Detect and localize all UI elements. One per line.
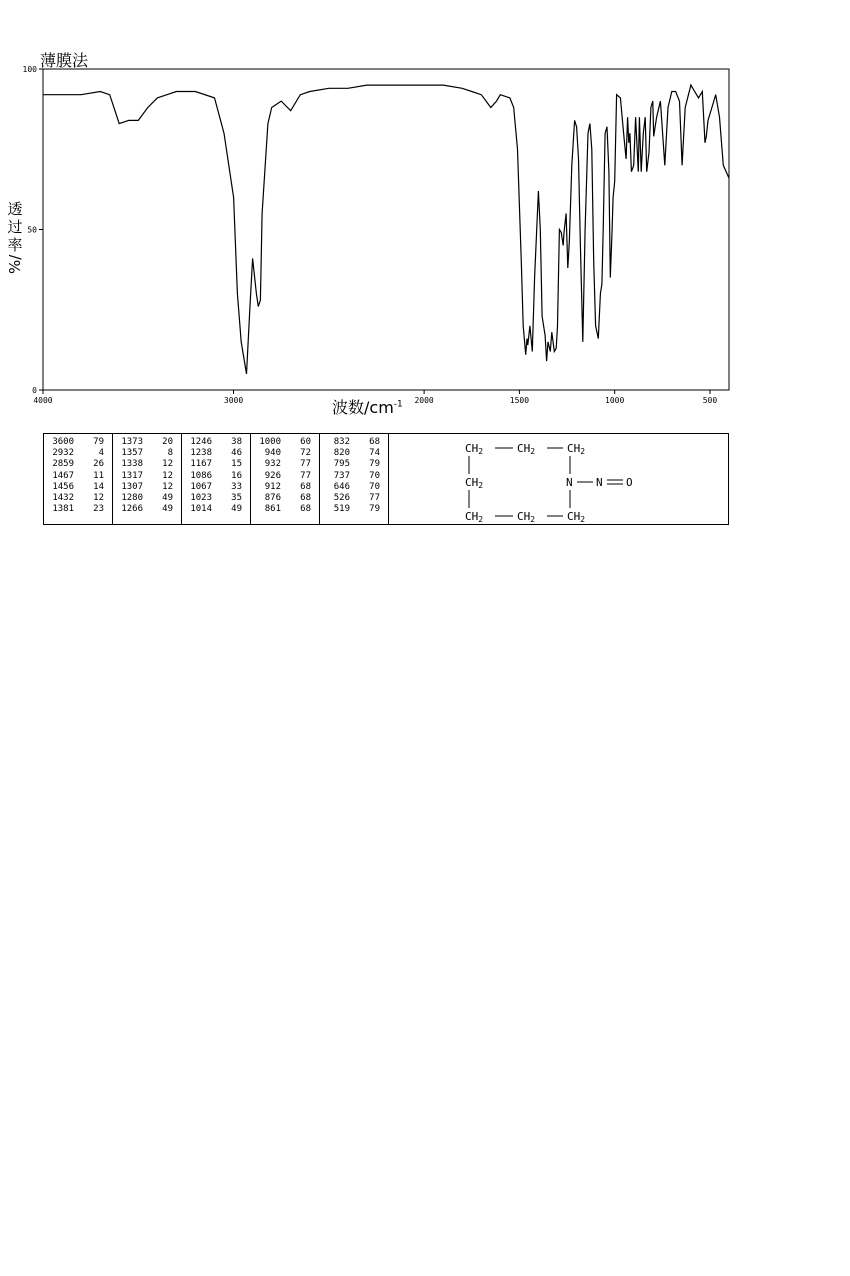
- peak-row: [44, 482, 112, 493]
- peak-transmittance: 68: [300, 504, 311, 515]
- peak-column: [251, 434, 320, 524]
- peak-wavenumber: 1266: [121, 504, 143, 515]
- peak-wavenumber: 1307: [121, 481, 143, 492]
- peak-wavenumber: 737: [333, 470, 350, 481]
- atom-ch2-bot-mid: CH2: [517, 510, 536, 524]
- y-label-unit: %/: [6, 254, 24, 274]
- atom-ch2-mid-left: CH2: [465, 476, 484, 490]
- peak-transmittance: 35: [231, 493, 242, 504]
- peak-wavenumber: 1338: [121, 459, 143, 470]
- peak-transmittance: 12: [162, 470, 173, 481]
- peak-row: [113, 482, 181, 493]
- peak-wavenumber: 2859: [52, 459, 74, 470]
- peak-wavenumber: 1381: [52, 504, 74, 515]
- peak-row: [44, 504, 112, 515]
- peak-transmittance: 79: [369, 504, 380, 515]
- peak-row: [251, 471, 319, 482]
- peak-wavenumber: 1246: [190, 437, 212, 447]
- spectrum-line: [43, 85, 729, 374]
- peak-wavenumber: 526: [333, 493, 350, 504]
- peak-transmittance: 49: [231, 504, 242, 515]
- peak-wavenumber: 1023: [190, 493, 212, 504]
- y-tick-label: 50: [27, 225, 37, 235]
- peak-transmittance: 74: [369, 448, 380, 459]
- x-tick-label: 1500: [509, 396, 530, 405]
- peak-transmittance: 15: [231, 459, 242, 470]
- peak-transmittance: 72: [300, 448, 311, 459]
- peak-transmittance: 77: [300, 470, 311, 481]
- molecule-svg: [389, 434, 729, 524]
- y-label-char: 过: [7, 218, 23, 236]
- structure-diagram: [389, 434, 728, 524]
- peak-transmittance: 33: [231, 481, 242, 492]
- peak-row: [44, 493, 112, 504]
- peak-transmittance: 20: [162, 437, 173, 447]
- peak-wavenumber: 1014: [190, 504, 212, 515]
- peak-column: [182, 434, 251, 524]
- peak-row: [44, 448, 112, 459]
- peak-wavenumber: 1000: [259, 437, 281, 447]
- peak-row: [44, 459, 112, 470]
- peak-transmittance: 60: [300, 437, 311, 447]
- peak-transmittance: 38: [231, 437, 242, 447]
- peak-wavenumber: 820: [333, 448, 350, 459]
- peak-wavenumber: 1167: [190, 459, 212, 470]
- peak-transmittance: 46: [231, 448, 242, 459]
- atom-ch2-top-right: CH2: [567, 442, 586, 456]
- x-tick-label: 2000: [414, 396, 434, 405]
- x-tick-label: 500: [702, 396, 718, 405]
- peak-column: [113, 434, 182, 524]
- peak-wavenumber: 876: [264, 493, 281, 504]
- peak-wavenumber: 1357: [121, 448, 143, 459]
- peak-row: [182, 459, 250, 470]
- peak-transmittance: 49: [162, 504, 173, 515]
- atom-o: O: [626, 476, 633, 489]
- atom-ch2-bot-right: CH2: [567, 510, 586, 524]
- y-tick-label: 0: [32, 386, 37, 395]
- peak-column: [44, 434, 113, 524]
- peak-wavenumber: 2932: [52, 448, 74, 459]
- y-label-char: 率: [7, 236, 23, 254]
- peak-transmittance: 12: [93, 493, 104, 504]
- peak-transmittance: 12: [162, 481, 173, 492]
- peak-row: [251, 504, 319, 515]
- peak-row: [320, 504, 388, 515]
- peak-row: [113, 448, 181, 459]
- peak-wavenumber: 646: [333, 481, 350, 492]
- x-label-text: 波数/cm: [332, 398, 394, 417]
- atom-ch2-top-mid: CH2: [517, 442, 536, 456]
- peak-transmittance: 77: [300, 459, 311, 470]
- peak-transmittance: 68: [369, 437, 380, 447]
- peak-transmittance: 49: [162, 493, 173, 504]
- x-tick-label: 1000: [605, 396, 625, 405]
- peak-transmittance: 4: [98, 448, 104, 459]
- peak-row: [182, 471, 250, 482]
- peak-row: [320, 459, 388, 470]
- peak-row: [320, 471, 388, 482]
- peak-row: [113, 437, 181, 448]
- x-tick-label: 4000: [33, 396, 53, 405]
- ir-spectrum-chart: [0, 0, 850, 430]
- peak-row: [251, 459, 319, 470]
- peak-wavenumber: 795: [333, 459, 350, 470]
- peak-wavenumber: 1373: [121, 437, 143, 447]
- peak-column: [320, 434, 389, 524]
- peak-transmittance: 79: [93, 437, 104, 447]
- peak-row: [320, 493, 388, 504]
- peak-row: [251, 493, 319, 504]
- peak-row: [251, 437, 319, 448]
- atom-ch2-bot-left: CH2: [465, 510, 484, 524]
- peak-wavenumber: 1067: [190, 481, 212, 492]
- peak-wavenumber: 861: [264, 504, 281, 515]
- peak-row: [182, 504, 250, 515]
- peak-transmittance: 70: [369, 481, 380, 492]
- peak-wavenumber: 832: [333, 437, 350, 447]
- peak-transmittance: 26: [93, 459, 104, 470]
- peak-wavenumber: 912: [264, 481, 281, 492]
- peak-row: [320, 482, 388, 493]
- peak-wavenumber: 519: [333, 504, 350, 515]
- atom-n-ring: N: [566, 476, 573, 489]
- peak-wavenumber: 1317: [121, 470, 143, 481]
- peak-row: [320, 437, 388, 448]
- peak-wavenumber: 932: [264, 459, 281, 470]
- peak-row: [113, 471, 181, 482]
- peak-row: [251, 448, 319, 459]
- peak-row: [182, 482, 250, 493]
- peak-transmittance: 79: [369, 459, 380, 470]
- peak-wavenumber: 1238: [190, 448, 212, 459]
- peak-row: [251, 482, 319, 493]
- peak-wavenumber: 1456: [52, 481, 74, 492]
- peak-transmittance: 77: [369, 493, 380, 504]
- peak-transmittance: 8: [167, 448, 173, 459]
- peak-transmittance: 23: [93, 504, 104, 515]
- peak-table: [43, 433, 729, 525]
- y-tick-label: 100: [22, 65, 37, 74]
- peak-wavenumber: 1467: [52, 470, 74, 481]
- plot-frame: [43, 69, 729, 390]
- method-title: 薄膜法: [40, 51, 89, 70]
- peak-wavenumber: 940: [264, 448, 281, 459]
- peak-wavenumber: 3600: [52, 437, 74, 447]
- peak-wavenumber: 1280: [121, 493, 143, 504]
- peak-transmittance: 68: [300, 481, 311, 492]
- peak-transmittance: 12: [162, 459, 173, 470]
- peak-row: [113, 504, 181, 515]
- peak-row: [182, 448, 250, 459]
- atom-n-nitroso: N: [596, 476, 603, 489]
- peak-wavenumber: 1086: [190, 470, 212, 481]
- peak-row: [44, 437, 112, 448]
- peak-row: [113, 493, 181, 504]
- peak-transmittance: 68: [300, 493, 311, 504]
- peak-row: [113, 459, 181, 470]
- x-label-sup: -1: [393, 399, 403, 410]
- peak-row: [182, 493, 250, 504]
- peak-transmittance: 14: [93, 481, 104, 492]
- atom-ch2-top-left: CH2: [465, 442, 484, 456]
- peak-row: [44, 471, 112, 482]
- peak-transmittance: 70: [369, 470, 380, 481]
- peak-wavenumber: 1432: [52, 493, 74, 504]
- peak-wavenumber: 926: [264, 470, 281, 481]
- y-label-char: 透: [7, 200, 23, 218]
- peak-transmittance: 11: [93, 470, 104, 481]
- peak-row: [320, 448, 388, 459]
- peak-row: [182, 437, 250, 448]
- x-tick-label: 3000: [223, 396, 244, 405]
- peak-transmittance: 16: [231, 470, 242, 481]
